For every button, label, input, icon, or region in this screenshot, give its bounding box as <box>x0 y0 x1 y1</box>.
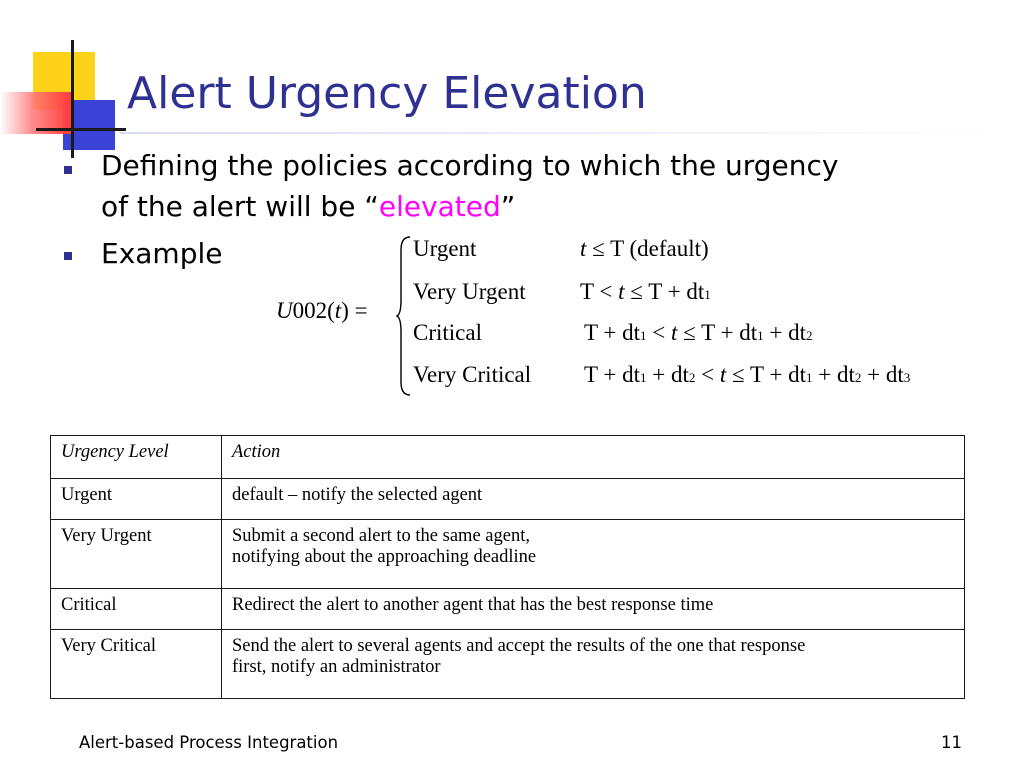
table-cell-action <box>222 520 965 589</box>
formula-lhs-u: U <box>276 298 293 323</box>
highlight-elevated: elevated <box>378 190 501 223</box>
bullet-definition-line2 <box>101 186 838 227</box>
table-row <box>51 479 965 520</box>
table-cell-action-line: Redirect the alert to another agent that has the best response time <box>232 595 714 615</box>
formula-row-condition: t ≤ T (default) <box>580 236 709 261</box>
slide-title: Alert Urgency Elevation <box>127 68 647 119</box>
table-cell-action-line: notifying about the approaching deadline <box>232 547 537 567</box>
formula-row-label: Very Critical <box>413 362 532 387</box>
formula-lhs <box>276 298 368 324</box>
bullet-example: Example <box>101 237 223 270</box>
page-number: 11 <box>941 733 962 752</box>
table-header-action: Action <box>222 436 965 479</box>
formula-lhs-close: ) = <box>341 298 368 323</box>
bullet-text-post: ” <box>500 190 516 223</box>
table-cell-action <box>222 630 965 699</box>
table-cell-action-line: default – notify the selected agent <box>232 485 483 505</box>
formula-row-condition: T < t ≤ T + dt1 <box>580 279 711 304</box>
formula-lhs-t: t <box>334 298 342 323</box>
formula-brace <box>396 236 412 396</box>
logo-vertical-line <box>71 40 74 158</box>
table-header-row <box>51 436 965 479</box>
table-cell-action <box>222 479 965 520</box>
table-row <box>51 630 965 699</box>
table-cell-action-line: Submit a second alert to the same agent, <box>232 526 530 546</box>
table-cell-level: Urgent <box>51 479 222 520</box>
urgency-table <box>50 435 965 699</box>
bullet-marker <box>64 166 72 174</box>
table-row <box>51 520 965 589</box>
table-row <box>51 589 965 630</box>
title-underline <box>120 132 1024 134</box>
table-header-level: Urgency Level <box>51 436 222 479</box>
table-cell-action <box>222 589 965 630</box>
footer-title: Alert-based Process Integration <box>79 733 339 752</box>
formula-row-condition: T + dt1 < t ≤ T + dt1 + dt2 <box>584 320 813 345</box>
table-cell-level: Critical <box>51 589 222 630</box>
table-cell-action-line: first, notify an administrator <box>232 657 441 677</box>
formula-row-label: Very Urgent <box>413 279 526 304</box>
table-cell-level: Very Urgent <box>51 520 222 589</box>
bullet-marker <box>64 252 72 260</box>
bullet-text-pre: of the alert will be “ <box>101 190 379 223</box>
table-cell-action-line: Send the alert to several agents and accept the results of the one that response <box>232 636 806 656</box>
formula-row-label: Critical <box>413 320 482 345</box>
bullet-definition-line1: Defining the policies according to which the urgency <box>101 149 839 182</box>
logo-horizontal-line <box>36 128 126 131</box>
formula-lhs-rest: 002( <box>292 298 335 323</box>
bullet-definition <box>101 145 838 227</box>
formula-row-label: Urgent <box>413 236 477 261</box>
formula-row-condition: T + dt1 + dt2 < t ≤ T + dt1 + dt2 + dt3 <box>584 362 911 387</box>
table-cell-level: Very Critical <box>51 630 222 699</box>
